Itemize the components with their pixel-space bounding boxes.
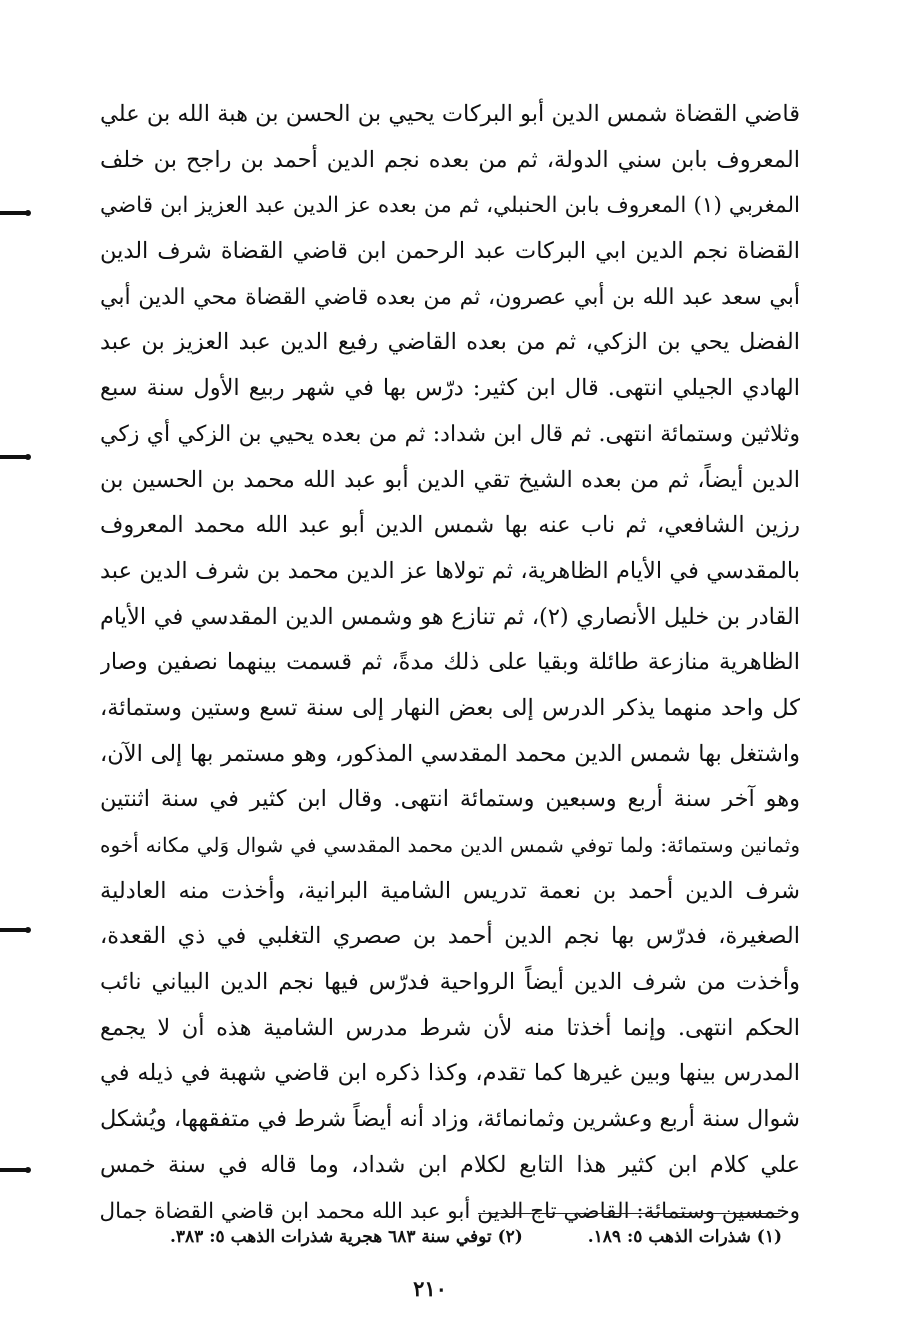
text-line-11: بالمقدسي في الأيام الظاهرية، ثم تولاها عز الدين محمد بن شرف الدين عبد (100, 557, 800, 584)
text-line-7: الهادي الجيلي انتهى. قال ابن كثير: درّس بها في شهر ربيع الأول سنة سبع (100, 375, 800, 402)
text-line-5: أبي سعد عبد الله بن أبي عصرون، ثم من بعده قاضي القضاة محي الدين أبي (100, 284, 800, 310)
text-line-21: الحكم انتهى. وإنما أخذتا منه لأن شرط مدرس الشامية هذه أن لا يجمع (100, 1014, 800, 1041)
text-line-22: المدرس بينها وبين غيرها كما تقدم، وكذا ذكره ابن قاضي شهبة في ذيله في (100, 1060, 800, 1087)
text-line-8: وثلاثين وستمائة انتهى. ثم قال ابن شداد: ثم من بعده يحيي بن الزكي أي زكي (100, 421, 800, 447)
text-line-10: رزين الشافعي، ثم ناب عنه بها شمس الدين أبو عبد الله محمد المعروف (100, 512, 800, 539)
text-line-4: القضاة نجم الدين ابي البركات عبد الرحمن ابن قاضي القضاة شرف الدين (100, 238, 800, 265)
text-line-6: الفضل يحي بن الزكي، ثم من بعده القاضي رفيع الدين عبد العزيز بن عبد (100, 329, 800, 356)
text-line-24: علي كلام ابن كثير هذا التابع لكلام ابن شداد، وما قاله في سنة خمس (100, 1151, 800, 1178)
margin-tick-mark (0, 211, 28, 215)
text-line-25: وخمسين وستمائة: القاضي تاج الدين أبو عبد الله محمد ابن قاضي القضاة جمال (100, 1198, 800, 1224)
footnote-separator (478, 1213, 780, 1214)
text-line-2: المعروف بابن سني الدولة، ثم من بعده نجم الدين أحمد بن راجح بن خلف (100, 146, 800, 173)
page-number: ٢١٠ (413, 1276, 447, 1301)
text-line-20: وأخذت من شرف الدين أيضاً الرواحية فدرّس فيها نجم الدين البياني نائب (100, 969, 800, 996)
main-text (100, 92, 800, 1234)
margin-tick-mark (0, 1168, 28, 1172)
text-line-1: قاضي القضاة شمس الدين أبو البركات يحيي بن الحسن بن هبة الله بن علي (100, 101, 800, 127)
text-line-14: كل واحد منهما يذكر الدرس إلى بعض النهار إلى سنة تسع وستين وستمائة، (100, 694, 800, 721)
text-line-16: وهو آخر سنة أربع وسبعين وستمائة انتهى. وقال ابن كثير في سنة اثنتين (100, 786, 800, 813)
footnote-2: (٢) توفي سنة ٦٨٣ هجرية شذرات الذهب ٥: ٣٨٣. (170, 1227, 523, 1247)
text-line-19: الصغيرة، فدرّس بها نجم الدين أحمد بن صصري التغلبي في ذي القعدة، (100, 923, 800, 950)
footnote-1: (١) شذرات الذهب ٥: ١٨٩. (587, 1227, 782, 1247)
margin-tick-mark (0, 455, 28, 459)
text-line-18: شرف الدين أحمد بن نعمة تدريس الشامية البرانية، وأخذت منه العادلية (100, 877, 800, 904)
text-line-9: الدين أيضاً، ثم من بعده الشيخ تقي الدين أبو عبد الله محمد بن الحسين بن (100, 466, 800, 493)
text-line-12: القادر بن خليل الأنصاري (٢)، ثم تنازع هو وشمس الدين المقدسي في الأيام (100, 603, 800, 630)
text-line-15: واشتغل بها شمس الدين محمد المقدسي المذكور، وهو مستمر بها إلى الآن، (100, 740, 800, 767)
text-line-3: المغربي (١) المعروف بابن الحنبلي، ثم من بعده عز الدين عبد العزيز ابن قاضي (100, 193, 800, 219)
footnotes (170, 1222, 782, 1252)
text-line-13: الظاهرية منازعة طائلة وبقيا على ذلك مدةً، ثم قسمت بينهما نصفين وصار (100, 649, 800, 676)
text-line-23: شوال سنة أربع وعشرين وثمانمائة، وزاد أنه أيضاً شرط في متفقهها، ويُشكل (100, 1106, 800, 1133)
margin-tick-mark (0, 928, 28, 932)
text-line-17: وثمانين وستمائة: ولما توفي شمس الدين محمد المقدسي في شوال وَلي مكانه أخوه (100, 833, 800, 857)
